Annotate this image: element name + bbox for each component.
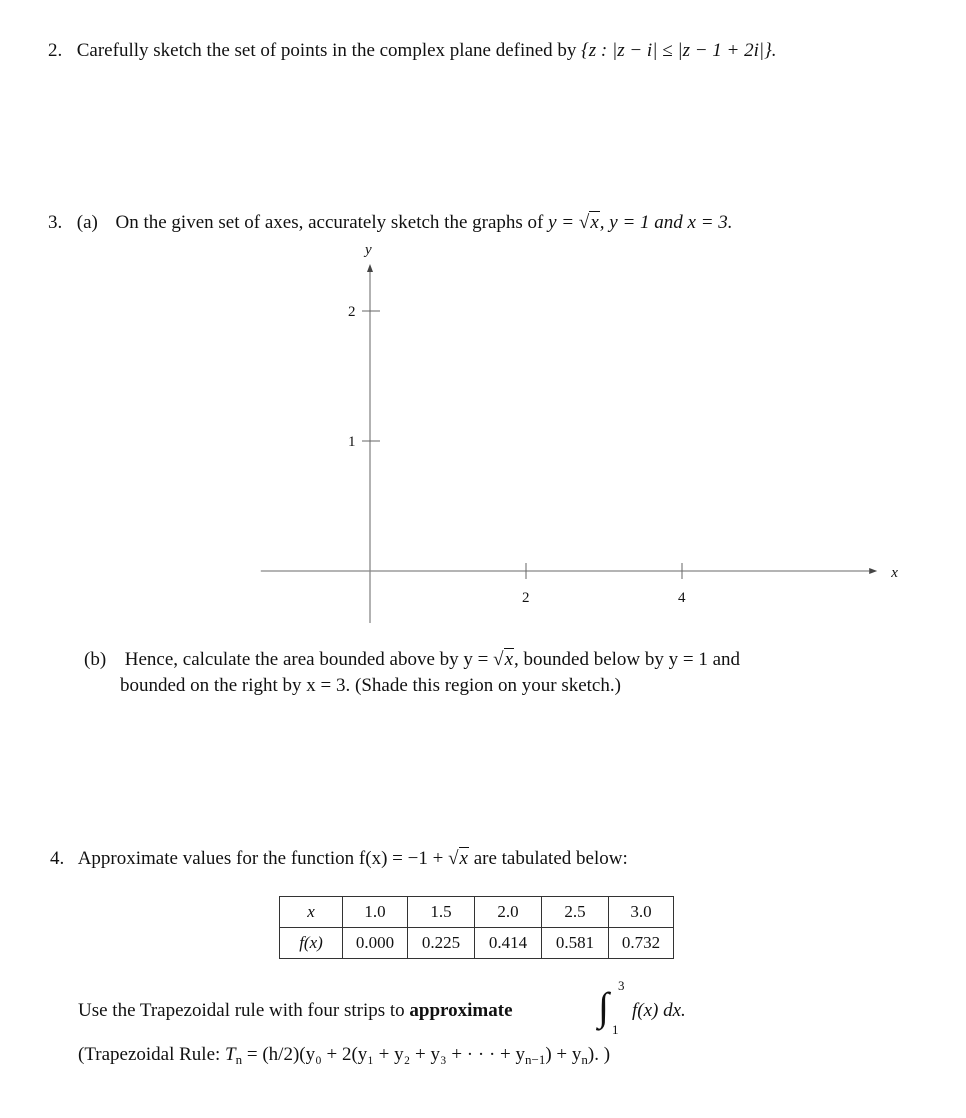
part-b-line1-post: , bounded below by y = 1 and [514, 649, 741, 670]
x-axis-arrow-icon [869, 568, 877, 574]
rule-T-sub: n [235, 1052, 243, 1067]
x-axis-label: x [891, 565, 898, 581]
table-cell: 0.414 [475, 928, 542, 959]
question-4-intro-post: are tabulated below: [468, 848, 628, 869]
question-4-number: 4. [50, 848, 65, 869]
table-cell: 2.5 [542, 897, 609, 928]
integral-sign-icon: ∫ [598, 984, 609, 1029]
question-2-text: Carefully sketch the set of points in the complex plane defined by [76, 40, 577, 61]
part-b-label: (b) [84, 649, 107, 670]
x-tick-label: 4 [678, 590, 686, 606]
part-a-math-y: y = [548, 212, 579, 233]
integral [596, 978, 626, 1038]
instruction-bold: approximate [409, 1000, 513, 1021]
table-cell: 1.5 [408, 897, 475, 928]
sqrt-symbol: √ [448, 848, 459, 869]
table-cell: 3.0 [609, 897, 674, 928]
rule-T: T [225, 1044, 236, 1065]
values-table [279, 896, 674, 959]
part-b-line2: bounded on the right by x = 3. (Shade this region on your sketch.) [120, 675, 621, 696]
question-2-number: 2. [48, 40, 63, 61]
part-a-text-2: , y = 1 and x = 3. [599, 212, 733, 233]
coordinate-axes [300, 236, 898, 636]
integral-upper: 3 [618, 978, 625, 993]
question-3b [84, 649, 740, 671]
part-b-sqrt-arg: x [504, 649, 514, 670]
table-row-f [280, 928, 674, 959]
rule-sub: n−1 [524, 1052, 546, 1067]
question-3a [48, 212, 733, 234]
table-cell: 0.732 [609, 928, 674, 959]
part-a-text: On the given set of axes, accurately sketch the graphs of [115, 212, 544, 233]
question-2 [48, 40, 776, 62]
question-2-set: {z : |z − i| ≤ |z − 1 + 2i|}. [581, 40, 777, 61]
table-cell: 2.0 [475, 897, 542, 928]
question-4-sqrt-arg: x [459, 848, 468, 869]
question-4-intro: Approximate values for the function f(x) = −1 + [77, 848, 449, 869]
sqrt-symbol: √ [493, 649, 504, 670]
rule-end: ). ) [587, 1044, 611, 1065]
table-header-x: x [280, 897, 343, 928]
rule-prefix: (Trapezoidal Rule: [78, 1044, 226, 1065]
instruction-text: Use the Trapezoidal rule with four strips to [78, 1000, 405, 1021]
y-axis-arrow-icon [367, 264, 373, 272]
rule-body: = (h/2)(y₀ + 2(y₁ + y₂ + y₃ + · · · + y [242, 1044, 525, 1065]
question-3-number: 3. [48, 212, 63, 233]
table-header-f: f(x) [280, 928, 343, 959]
table-row-x [280, 897, 674, 928]
table-cell: 0.581 [542, 928, 609, 959]
rule-tail: ) + y [545, 1044, 582, 1065]
x-tick-label: 2 [522, 590, 530, 606]
y-tick-label: 1 [348, 434, 356, 450]
part-a-label: (a) [76, 212, 98, 233]
trapezoidal-rule [78, 1044, 610, 1068]
part-a-sqrt-arg: x [590, 212, 599, 233]
integrand: f(x) dx. [632, 1000, 686, 1021]
y-axis-label: y [365, 242, 372, 258]
table-cell: 1.0 [343, 897, 408, 928]
sqrt-symbol: √ [578, 212, 590, 233]
question-4 [50, 848, 628, 870]
table-cell: 0.225 [408, 928, 475, 959]
instruction-line [78, 1000, 513, 1022]
rule-sub-2: n [581, 1052, 588, 1067]
table-cell: 0.000 [343, 928, 408, 959]
y-tick-label: 2 [348, 304, 356, 320]
part-b-line1-pre: Hence, calculate the area bounded above by y = [124, 649, 494, 670]
integral-lower: 1 [612, 1022, 619, 1037]
